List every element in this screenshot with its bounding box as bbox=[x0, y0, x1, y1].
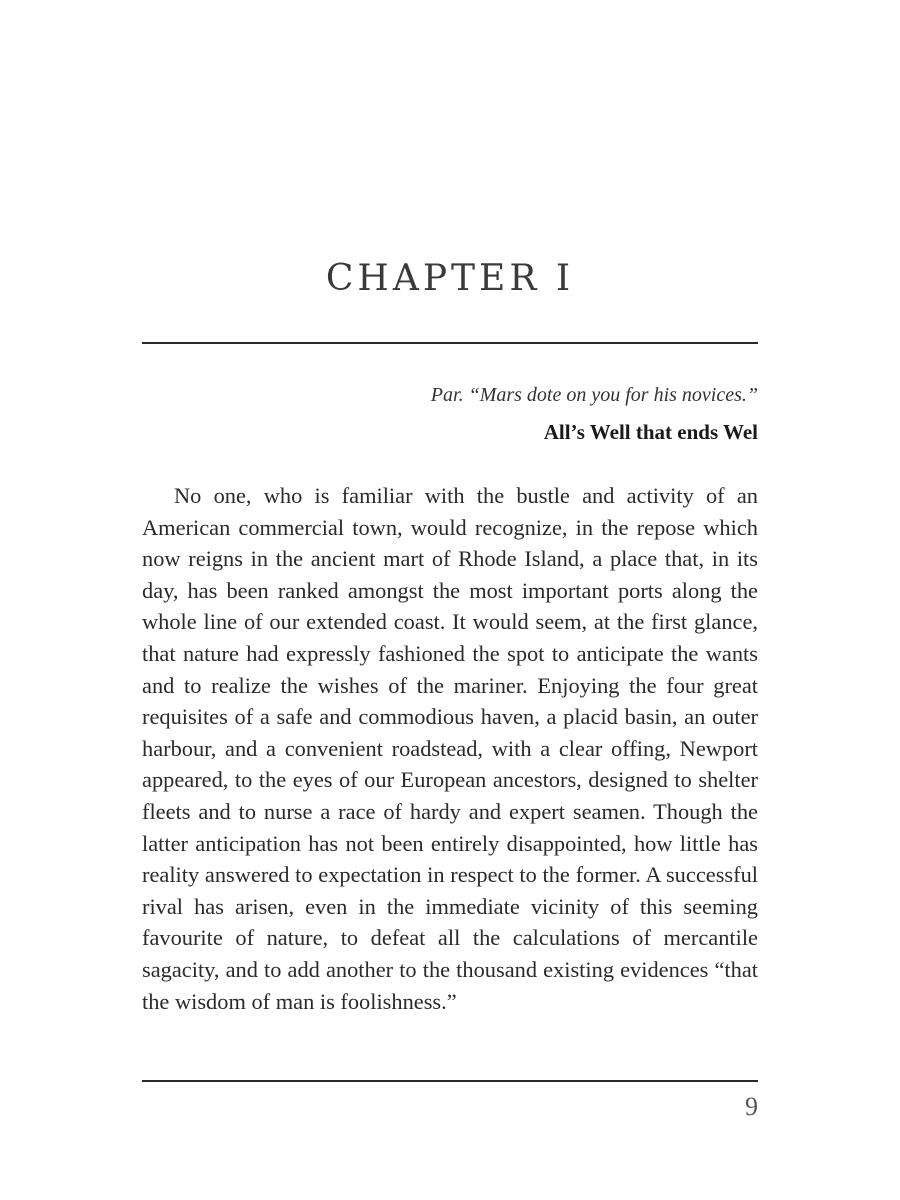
epigraph-quote: Par. “Mars dote on you for his novices.” bbox=[430, 384, 758, 406]
top-divider bbox=[142, 342, 758, 344]
bottom-divider bbox=[142, 1080, 758, 1082]
body-paragraph: No one, who is familiar with the bustle and activity of an American commercial town, would recognize, in the repose which now reigns in the ancient mart of Rhode Island, a place that, in its day, has been ranked amongst the most important ports along the whole line of our extended coast. It would seem, at the first glance, that nature had expressly fashioned the spot to anticipate the wants and to realize the wishes of the mariner. Enjoying the four great requisites of a safe and commodious haven, a placid basin, an outer harbour, and a convenient roadstead, with a clear offing, Newport appeared, to the eyes of our European ancestors, designed to shelter fleets and to nurse a race of hardy and expert seamen. Though the latter anticipation has not been entirely disappointed, how little has reality answered to expectation in respect to the former. A successful rival has arisen, even in the immediate vicinity of this seeming favourite of nature, to defeat all the calculations of mercantile sagacity, and to add another to the thousand existing evidences “that the wisdom of man is foolishness.” bbox=[142, 483, 758, 1014]
epigraph-source: All’s Well that ends Wel bbox=[543, 420, 758, 444]
page-number: 9 bbox=[745, 1092, 758, 1121]
chapter-title: CHAPTER I bbox=[325, 258, 575, 299]
epigraph bbox=[142, 380, 758, 448]
